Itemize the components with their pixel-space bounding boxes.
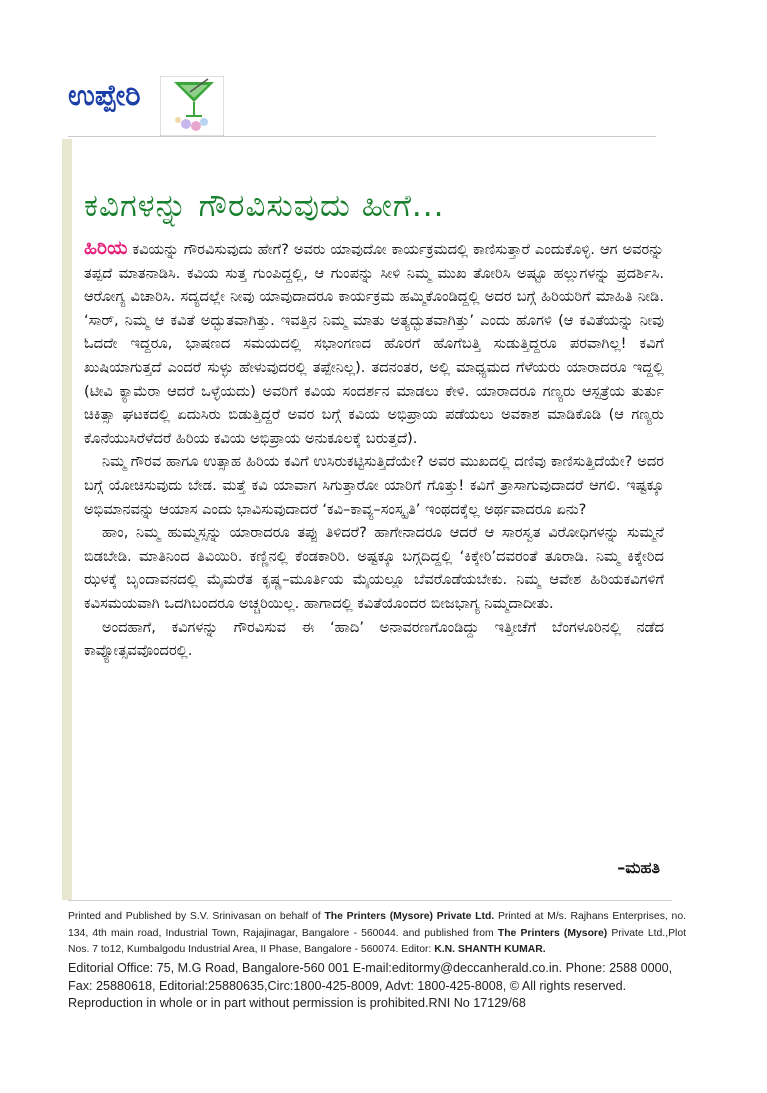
- editorial-office: Editorial Office: 75, M.G Road, Bangalore-560 001 E-mail:editormy@deccanherald.co.in. Phone: 2588 0000, Fax: 25880618, Editorial:25880635,Circ:1800-425-8009, Advt: 1800-425-8008, © All rights reserved. Reproduction in whole or in part without permission is prohibited.RNI No 17129/68: [68, 961, 673, 1011]
- section-label: ಉಪ್ಪೇರಿ: [68, 78, 141, 112]
- lead-word: ಹಿರಿಯ: [84, 237, 128, 259]
- side-accent-bar: [62, 139, 72, 900]
- paragraph: [84, 237, 664, 450]
- cocktail-glass-icon: [160, 76, 224, 136]
- publisher-name: The Printers (Mysore) Private Ltd.: [324, 911, 495, 922]
- byline: –ಮಹತಿ: [617, 858, 660, 877]
- bottom-divider: [68, 900, 672, 901]
- paragraph: ನಿಮ್ಮ ಗೌರವ ಹಾಗೂ ಉತ್ಸಾಹ ಹಿರಿಯ ಕವಿಗೆ ಉಸಿರುಕಟ್ಟಿಸುತ್ತಿದೆಯೇ? ಅವರ ಮುಖದಲ್ಲಿ ದಣಿವು ಕಾಣಿಸುತ್ತಿದೆಯೇ? ಅದರ ಬಗ್ಗೆ ಯೋಚಿಸುವುದು ಬೇಡ. ಮತ್ತೆ ಕವಿ ಯಾವಾಗ ಸಿಗುತ್ತಾರೋ ಯಾರಿಗೆ ಗೊತ್ತು! ಕವಿಗೆ ತ್ರಾಸಾಗುವುದಾದರೆ ಆಗಲಿ. ಇಷ್ಟಕ್ಕೂ ಅಭಿಮಾನವನ್ನು ಆಯಾಸ ಎಂದು ಭಾವಿಸುವುದಾದರೆ ‘ಕವಿ–ಕಾವ್ಯ–ಸಂಸ್ಕೃತಿ’ ಇಂಥದಕ್ಕೆಲ್ಲ ಅರ್ಥವಾದರೂ ಏನು?: [84, 453, 664, 518]
- imprint: [68, 909, 686, 959]
- article-body: [84, 237, 664, 663]
- top-divider: [68, 136, 656, 137]
- imprint-text: Printed at M/s. Rajhans Enterprises, no. 134, 4th main road, Industrial Town, Rajajinagar, Bangalore - 560044. and published from: [68, 911, 686, 939]
- paragraph: ಹಾಂ, ನಿಮ್ಮ ಹುಮ್ಮಸ್ಸನ್ನು ಯಾರಾದರೂ ತಪ್ಪು ತಿಳಿದರೆ? ಹಾಗೇನಾದರೂ ಆದರೆ ಆ ಸಾರಸ್ವತ ವಿರೋಧಿಗಳನ್ನು ಸುಮ್ಮನೆ ಬಿಡಬೇಡಿ. ಮಾತಿನಿಂದ ತಿವಿಯಿರಿ. ಕಣ್ಣಿನಲ್ಲಿ ಕೆಂಡಕಾರಿರಿ. ಅಷ್ಟಕ್ಕೂ ಬಗ್ಗದಿದ್ದಲ್ಲಿ ‘ಕಿಕ್ಕೇರಿ’ದವರಂತೆ ತೂರಾಡಿ. ನಿಮ್ಮ ಕಿಕ್ಕೇರಿದ ಝಳಕ್ಕೆ ಬೃಂದಾವನದಲ್ಲಿ ಮೈಮರೆತ ಕೃಷ್ಣ–ಮೂರ್ತಿಯ ಮೈಯಲ್ಲೂ ಬೆವರೊಡೆಯಬೇಕು. ನಿಮ್ಮ ಆವೇಶ ಹಿರಿಯಕವಿಗಳಿಗೆ ಕವಿಸಮಯವಾಗಿ ಒದಗಿಬಂದರೂ ಅಚ್ಚರಿಯಿಲ್ಲ. ಹಾಗಾದಲ್ಲಿ ಕವಿತೆಯೊಂದರ ಬೀಜಭಾಗ್ಯ ನಿಮ್ಮದಾದೀತು.: [84, 524, 664, 612]
- paragraph: ಅಂದಹಾಗೆ, ಕವಿಗಳನ್ನು ಗೌರವಿಸುವ ಈ ‘ಹಾದಿ’ ಅನಾವರಣಗೊಂಡಿದ್ದು ಇತ್ತೀಚೆಗೆ ಬೆಂಗಳೂರಿನಲ್ಲಿ ನಡೆದ ಕಾವ್ಯೋತ್ಸವವೊಂದರಲ್ಲಿ.: [84, 618, 664, 660]
- paragraph-text: ಕವಿಯನ್ನು ಗೌರವಿಸುವುದು ಹೇಗೆ? ಅವರು ಯಾವುದೋ ಕಾರ್ಯಕ್ರಮದಲ್ಲಿ ಕಾಣಿಸುತ್ತಾರೆ ಎಂದುಕೊಳ್ಳಿ. ಆಗ ಅವರನ್ನು ತಪ್ಪದೆ ಮಾತನಾಡಿಸಿ. ಕವಿಯ ಸುತ್ತ ಗುಂಪಿದ್ದಲ್ಲಿ, ಆ ಗುಂಪನ್ನು ಸೀಳಿ ನಿಮ್ಮ ಮುಖ ತೋರಿಸಿ ಅಷ್ಟೂ ಹಲ್ಲುಗಳನ್ನು ಪ್ರದರ್ಶಿಸಿ. ಆರೋಗ್ಯ ವಿಚಾರಿಸಿ. ಸದ್ಯದಲ್ಲೇ ನೀವು ಯಾವುದಾದರೂ ಕಾರ್ಯಕ್ರಮ ಹಮ್ಮಿಕೊಂಡಿದ್ದಲ್ಲಿ ಅದರ ಬಗ್ಗೆ ಹಿರಿಯರಿಗೆ ಮಾಹಿತಿ ನೀಡಿ. ‘ಸಾರ್, ನಿಮ್ಮ ಆ ಕವಿತೆ ಅದ್ಭುತವಾಗಿತ್ತು. ಇವತ್ತಿನ ನಿಮ್ಮ ಮಾತು ಅತ್ಯದ್ಭುತವಾಗಿತ್ತು’ ಎಂದು ಹೊಗಳಿ (ಆ ಕವಿತೆಯನ್ನು ನೀವು ಓದದೇ ಇದ್ದರೂ, ಭಾಷಣದ ಸಮಯದಲ್ಲಿ ಸಭಾಂಗಣದ ಹೊರಗೆ ಹೊಗೆಬತ್ತಿ ಸುಡುತ್ತಿದ್ದರೂ ಪರವಾಗಿಲ್ಲ! ಕವಿಗೆ ಖುಷಿಯಾಗುತ್ತದೆ ಎಂದರೆ ಸುಳ್ಳು ಹೇಳುವುದರಲ್ಲಿ ತಪ್ಪೇನಿಲ್ಲ). ತದನಂತರ, ಅಲ್ಲಿ ಮಾಧ್ಯಮದ ಗೆಳೆಯರು ಯಾರಾದರೂ ಇದ್ದಲ್ಲಿ (ಟೀವಿ ಕ್ಯಾಮೆರಾ ಆದರೆ ಒಳ್ಳೆಯದು) ಅವರಿಗೆ ಕವಿಯ ಸಂದರ್ಶನ ಮಾಡಲು ಕೇಳಿ. ಯಾರಾದರೂ ಗಣ್ಯರು ಆಸ್ಪತ್ರೆಯ ತುರ್ತು ಚಿಕಿತ್ಸಾ ಘಟಕದಲ್ಲಿ ಏದುಸಿರು ಬಿಡುತ್ತಿದ್ದರೆ ಅವರ ಬಗ್ಗೆ ಕವಿಯ ಅಭಿಪ್ರಾಯ ಪಡೆಯಲು ಅವಕಾಶ ಮಾಡಿಕೊಡಿ (ಆ ಗಣ್ಯರು ಕೊನೆಯುಸಿರೆಳೆದರೆ ಹಿರಿಯ ಕವಿಯ ಅಭಿಪ್ರಾಯ ಅನುಕೂಲಕ್ಕೆ ಬರುತ್ತದೆ).: [84, 241, 664, 447]
- article-headline: ಕವಿಗಳನ್ನು ಗೌರವಿಸುವುದು ಹೀಗೆ...: [84, 188, 445, 224]
- editor-name: K.N. SHANTH KUMAR.: [434, 944, 546, 956]
- publisher-name: The Printers (Mysore): [497, 927, 608, 939]
- imprint-text: Printed and Published by S.V. Srinivasan on behalf of: [68, 911, 325, 922]
- imprint-text: Private Ltd.,Plot Nos. 7 to12, Kumbalgodu Industrial Area, II Phase, Bangalore - 560074. Editor:: [68, 927, 686, 956]
